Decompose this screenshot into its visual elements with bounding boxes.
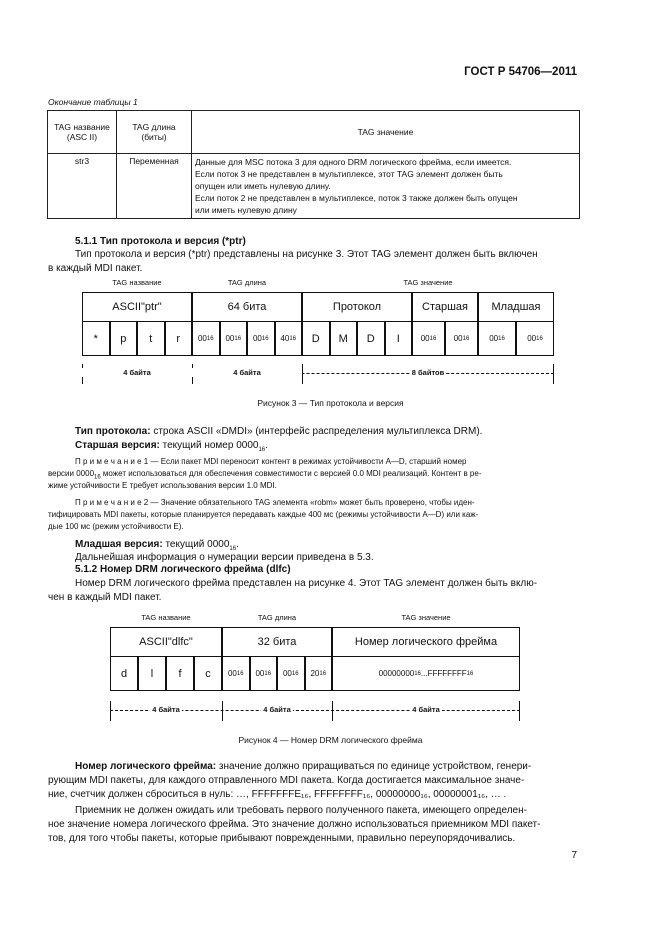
- fig4-byte-cell: [305, 657, 333, 691]
- receiver-l1: Приемник не должен ожидать или требовать первого полученного пакета, имеющего определен-: [75, 805, 527, 816]
- table-caption: Окончание таблицы 1: [48, 97, 138, 107]
- row-length: Переменная: [117, 154, 192, 219]
- fig4-byte-value: c: [205, 667, 211, 680]
- section-512-p1: Номер DRM логического фрейма представлен на рисунке 4. Этот TAG элемент должен быть вклю-: [75, 578, 538, 589]
- fig4-byte-sub: 16: [264, 670, 272, 677]
- fig3-byte-cell: [275, 322, 303, 356]
- receiver-l3: тов, для того чтобы пакеты, которые прибывают поврежденными, правильно переупорядочивались.: [48, 833, 516, 844]
- fig4-bytes-1: [110, 705, 222, 714]
- fig3-byte-cell: [302, 322, 330, 356]
- fig3-byte-cell: [192, 322, 220, 356]
- major-version: [75, 439, 268, 457]
- note-2-l2: тифицировать MDI пакеты, которые планируется передавать каждые 400 мс (режимы устойчивости A—D) или каж-: [48, 510, 479, 519]
- note-1-prefix: П р и м е ч а н и е 1 —: [75, 457, 159, 466]
- fig3-byte-cell: [247, 322, 275, 356]
- fig3-byte-cell: [385, 322, 413, 356]
- fig3-byte-value: 00: [489, 334, 499, 343]
- major-version-sub: 16: [258, 447, 266, 453]
- fig3-byte-sub: 16: [206, 335, 214, 342]
- note-1-l3: жиме устойчивости E требует использования версии 1.0 MDI.: [48, 481, 277, 490]
- fig3-byte-sub: 16: [462, 335, 470, 342]
- tag-table: [47, 110, 580, 219]
- fig4-bytes-3-text: 4 байта: [412, 705, 440, 714]
- fig4-range-end: ...FFFFFFFF: [420, 669, 467, 678]
- frame-number-l3: ние, счетчик должен сброситься в нуль: …, FFFFFFFE₁₆, FFFFFFFF₁₆, 00000000₁₆, 00000001₁₆, … .: [48, 789, 507, 800]
- section-512-p2: чен в каждый MDI пакет.: [48, 592, 162, 603]
- protocol-type: [75, 425, 482, 439]
- fig4-byte-value: 20: [310, 669, 320, 678]
- fig4-byte-value: d: [120, 667, 128, 680]
- section-title-511: 5.1.1 Тип протокола и версия (*ptr): [75, 236, 246, 247]
- standard-header: ГОСТ Р 54706—2011: [464, 66, 577, 78]
- fig3-byte-value: D: [366, 332, 375, 345]
- figure-4-caption: Рисунок 4 — Номер DRM логического фрейма: [238, 735, 423, 745]
- note-1-sub: 16: [94, 474, 101, 481]
- fig4-value-cell: Номер логического фрейма: [332, 627, 520, 657]
- minor-version-text: текущий 0000: [165, 539, 230, 550]
- fig4-label-value: TAG значение: [401, 613, 451, 622]
- fig3-byte-cell: [110, 322, 138, 356]
- fig3-byte-cell: [445, 322, 478, 356]
- note-1-l2a: версии 0000: [48, 469, 95, 478]
- header-tag-value: TAG значение: [192, 111, 580, 154]
- fig4-range-cell: [332, 657, 520, 691]
- fig4-range-sub: 16: [466, 670, 474, 677]
- note-2: [75, 497, 475, 509]
- row-value-line: Данные для MSC потока 3 для одного DRM логического фрейма, если имеется.: [195, 157, 512, 167]
- frame-number-text: значение должно приращиваться по единице устройством, генери-: [216, 761, 532, 772]
- row-value: [192, 154, 580, 219]
- minor-version-label: Младшая версия:: [75, 539, 163, 550]
- fig3-major-cell: Старшая: [412, 292, 478, 322]
- fig4-label-length: TAG длина: [257, 613, 297, 622]
- note-1: [75, 456, 581, 468]
- fig3-byte-cell: [516, 322, 554, 356]
- page-number: 7: [571, 850, 577, 861]
- minor-version-end: .: [236, 539, 239, 550]
- fig3-bytes-2: 4 байта: [192, 368, 302, 377]
- fig3-byte-value: D: [311, 332, 320, 345]
- fig4-bytes-3: [332, 705, 520, 714]
- row-value-line: Если поток 3 не представлен в мультиплексе, этот TAG элемент должен быть: [195, 169, 503, 179]
- figure-3: [82, 278, 554, 388]
- note-2-line: Значение обязательного TAG элемента «robm» может быть проверено, чтобы иден-: [158, 498, 475, 507]
- fig3-byte-value: 00: [197, 334, 207, 343]
- fig3-bits-cell: 64 бита: [192, 292, 302, 322]
- fig4-byte-cell: [166, 657, 194, 691]
- fig4-byte-cell: [222, 657, 250, 691]
- fig4-byte-cell: [194, 657, 222, 691]
- major-version-end: .: [265, 440, 268, 451]
- figure-3-caption: Рисунок 3 — Тип протокола и версия: [257, 398, 404, 408]
- fig3-byte-sub: 16: [261, 335, 269, 342]
- fig3-byte-value: M: [338, 332, 348, 345]
- fig3-byte-sub: 16: [498, 335, 505, 342]
- section-511-p1: Тип протокола и версия (*ptr) представлены на рисунке 3. Этот TAG элемент должен быть включен: [75, 249, 538, 260]
- fig4-byte-sub: 16: [236, 670, 244, 677]
- major-version-label: Старшая версия:: [75, 440, 160, 451]
- fig3-byte-value: 00: [420, 334, 430, 343]
- fig4-byte-cell: [277, 657, 305, 691]
- fig3-byte-value: 00: [225, 334, 235, 343]
- protocol-type-text: строка ASCII «DMDI» (интерфейс распределения мультиплекса DRM).: [153, 426, 483, 437]
- fig3-byte-cell: [330, 322, 358, 356]
- fig3-byte-sub: 16: [536, 335, 543, 342]
- note-1-line: Если пакет MDI переносит контент в режимах устойчивости A—D, старший номер: [158, 457, 467, 466]
- header-tag-length: TAG длина (биты): [117, 111, 192, 154]
- note-1-l2b: может использоваться для обеспечения совместимости с версией 0.0 MDI реализаций. Контент в ре-: [100, 469, 482, 478]
- fig3-byte-value: 00: [453, 334, 463, 343]
- header-tag-name: TAG название (ASC II): [48, 111, 117, 154]
- fig4-byte-sub: 16: [319, 670, 327, 677]
- fig3-byte-value: I: [396, 332, 400, 345]
- frame-number-l2: рующим MDI пакеты, для каждого отправленного MDI пакета. Когда достигается максимальное значе-: [48, 775, 525, 786]
- fig3-byte-sub: 16: [429, 335, 437, 342]
- fig3-byte-value: *: [93, 332, 98, 345]
- fig3-byte-cell: [357, 322, 385, 356]
- table-row: [48, 154, 580, 219]
- fig4-byte-cell: [250, 657, 278, 691]
- frame-number-label: Номер логического фрейма:: [75, 761, 217, 772]
- fig3-byte-value: 40: [280, 334, 290, 343]
- fig3-label-length: TAG длина: [227, 278, 267, 287]
- fig3-byte-value: 00: [252, 334, 262, 343]
- fig4-bytes-2: [222, 705, 332, 714]
- section-title-512: 5.1.2 Номер DRM логического фрейма (dlfc): [75, 564, 291, 575]
- fig3-byte-cell: [82, 322, 110, 356]
- section-511-p2: в каждый MDI пакет.: [48, 263, 143, 274]
- fig3-label-value: TAG значение: [403, 278, 453, 287]
- fig3-byte-cell: [478, 322, 516, 356]
- fig4-byte-value: 00: [255, 669, 265, 678]
- fig4-bytes-1-text: 4 байта: [152, 705, 180, 714]
- protocol-type-label: Тип протокола:: [75, 426, 151, 437]
- fig3-byte-value: t: [149, 332, 153, 345]
- fig3-protocol-cell: Протокол: [302, 292, 412, 322]
- receiver-l2: ное значение номера логического фрейма. Это значение должно использоваться приемником MDI пакет-: [48, 819, 541, 830]
- fig3-byte-value: p: [120, 332, 127, 345]
- row-name: str3: [48, 154, 117, 219]
- figure-4: [110, 613, 520, 723]
- fig4-byte-value: 00: [227, 669, 237, 678]
- fig3-bytes-1: 4 байта: [82, 368, 192, 377]
- row-value-line: опущен или иметь нулевую длину.: [195, 181, 331, 191]
- fig3-byte-cell: [220, 322, 248, 356]
- major-version-text: текущий номер 0000: [162, 440, 259, 451]
- fig4-byte-sub: 16: [291, 670, 299, 677]
- further-info: Дальнейшая информация о нумерации версии приведена в 5.3.: [75, 552, 374, 563]
- row-value-line: или иметь нулевую длину: [195, 205, 297, 215]
- fig3-label-name: TAG название: [112, 278, 162, 287]
- fig4-byte-value: l: [150, 667, 154, 680]
- fig4-byte-value: 00: [282, 669, 292, 678]
- fig4-bits-cell: 32 бита: [222, 627, 332, 657]
- table-header-row: [48, 111, 580, 154]
- fig3-byte-sub: 16: [234, 335, 242, 342]
- fig4-bytes-2-text: 4 байта: [263, 705, 291, 714]
- fig3-byte-value: 00: [527, 334, 537, 343]
- fig3-byte-cell: [412, 322, 445, 356]
- note-2-prefix: П р и м е ч а н и е 2 —: [75, 498, 159, 507]
- fig3-byte-value: r: [176, 332, 181, 345]
- fig3-bytes-3: [302, 368, 554, 377]
- row-value-line: Если поток 2 не представлен в мультиплексе, поток 3 также должен быть опущен: [195, 193, 518, 203]
- fig4-label-name: TAG название: [141, 613, 191, 622]
- fig4-byte-value: f: [178, 667, 182, 680]
- fig4-ascii-cell: ASCII"dlfc": [110, 627, 222, 657]
- fig4-byte-cell: [138, 657, 166, 691]
- fig4-byte-cell: [110, 657, 138, 691]
- fig4-range-sub: 16: [414, 670, 421, 677]
- fig3-ascii-cell: ASCII"ptr": [82, 292, 192, 322]
- fig3-byte-cell: [137, 322, 165, 356]
- fig3-bytes-3-text: 8 байтов: [411, 368, 445, 377]
- fig4-range-start: 00000000: [378, 669, 415, 678]
- fig3-byte-sub: 16: [289, 335, 297, 342]
- frame-number-l1: [75, 760, 531, 774]
- note-2-l3: дые 100 мс (режим устойчивости E).: [48, 522, 184, 531]
- minor-version-sub: 16: [229, 546, 237, 552]
- fig3-byte-cell: [165, 322, 193, 356]
- fig3-minor-cell: Младшая: [478, 292, 554, 322]
